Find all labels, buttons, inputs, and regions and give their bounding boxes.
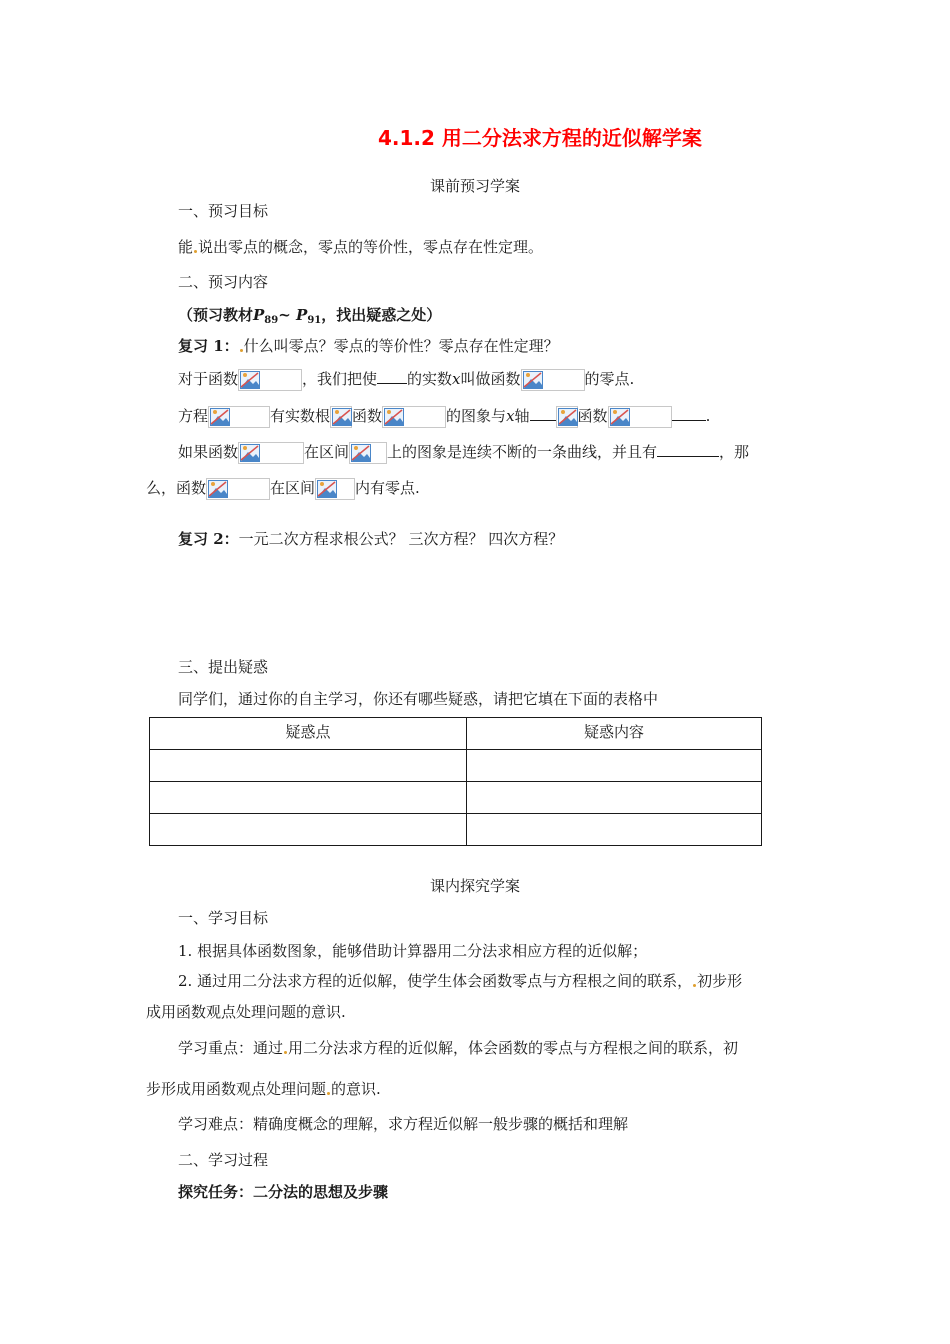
table-cell[interactable] xyxy=(467,782,762,814)
fill-blank[interactable] xyxy=(657,442,719,457)
marker-dot xyxy=(240,349,243,352)
key-point: 学习重点：通过 用二分法求方程的近似解，体会函数的零点与方程根之间的联系，初 xyxy=(178,1039,739,1057)
broken-image-icon xyxy=(349,442,387,464)
broken-image-icon xyxy=(330,406,352,428)
fill-blank[interactable] xyxy=(530,406,556,421)
learning-goal-2-cont: 成用函数观点处理问题的意识. xyxy=(146,1003,346,1021)
preclass-heading: 课前预习学案 xyxy=(429,177,520,195)
table-header-row xyxy=(150,718,762,750)
section-preview-content: 二、预习内容 xyxy=(178,273,269,291)
learning-goal-2: 2. 通过用二分法求方程的近似解，使学生体会函数零点与方程根之间的联系， 初步形 xyxy=(178,972,743,990)
column-header: 疑惑点 xyxy=(150,718,467,750)
review-2: 复习 2：一元二次方程求根公式？ 三次方程？ 四次方程？ xyxy=(178,530,564,548)
section-learning-goals: 一、学习目标 xyxy=(178,909,269,927)
broken-image-icon xyxy=(315,478,355,500)
fill-blank[interactable] xyxy=(377,369,407,384)
questions-instruction: 同学们，通过你的自主学习，你还有哪些疑惑，请把它填在下面的表格中 xyxy=(178,690,659,708)
key-point-cont: 步形成用函数观点处理问题 的意识. xyxy=(146,1080,381,1098)
broken-image-icon xyxy=(206,478,270,500)
table-row xyxy=(150,814,762,846)
section-learning-process: 二、学习过程 xyxy=(178,1151,269,1169)
table-row xyxy=(150,782,762,814)
table-cell[interactable] xyxy=(467,814,762,846)
marker-dot xyxy=(194,250,197,253)
review-1: 复习 1： 什么叫零点？零点的等价性？零点存在性定理？ xyxy=(178,337,559,355)
table-cell[interactable] xyxy=(150,814,467,846)
preview-goals-text: 能 说出零点的概念，零点的等价性，零点存在性定理。 xyxy=(178,238,544,256)
broken-image-icon xyxy=(382,406,446,428)
marker-dot xyxy=(284,1051,287,1054)
preview-note: （预习教材$P_{89}\sim$ $P_{91}$，找出疑惑之处） xyxy=(178,306,442,326)
marker-dot xyxy=(693,984,696,987)
table-cell[interactable] xyxy=(150,750,467,782)
fill-blank[interactable] xyxy=(672,406,706,421)
zero-definition-line: 对于函数 ，我们把使 的实数x叫做函数 的零点. xyxy=(178,368,634,391)
learning-goal-1: 1. 根据具体函数图象，能够借助计算器用二分法求相应方程的近似解； xyxy=(178,942,648,960)
inclass-heading: 课内探究学案 xyxy=(429,877,520,895)
broken-image-icon xyxy=(238,442,304,464)
marker-dot xyxy=(327,1092,330,1095)
document-title: 4.1.2 用二分法求方程的近似解学案 xyxy=(378,126,702,150)
broken-image-icon xyxy=(238,369,302,391)
table-cell[interactable] xyxy=(467,750,762,782)
existence-theorem-line: 如果函数 在区间 上的图象是连续不断的一条曲线，并且有 ，那 xyxy=(178,441,749,464)
broken-image-icon xyxy=(521,369,585,391)
exploration-task: 探究任务：二分法的思想及步骤 xyxy=(178,1183,389,1201)
broken-image-icon xyxy=(556,406,578,428)
questions-table xyxy=(149,717,762,846)
section-questions: 三、提出疑惑 xyxy=(178,658,269,676)
existence-theorem-line-2: 么，函数 在区间 内有零点. xyxy=(146,477,420,500)
difficulty: 学习难点：精确度概念的理解，求方程近似解一般步骤的概括和理解 xyxy=(178,1115,629,1133)
section-preview-goals: 一、预习目标 xyxy=(178,202,269,220)
table-row xyxy=(150,750,762,782)
equivalence-line: 方程 有实数根 函数 的图象与x轴 函数 . xyxy=(178,405,710,428)
broken-image-icon xyxy=(208,406,270,428)
broken-image-icon xyxy=(608,406,672,428)
column-header: 疑惑内容 xyxy=(467,718,762,750)
table-cell[interactable] xyxy=(150,782,467,814)
